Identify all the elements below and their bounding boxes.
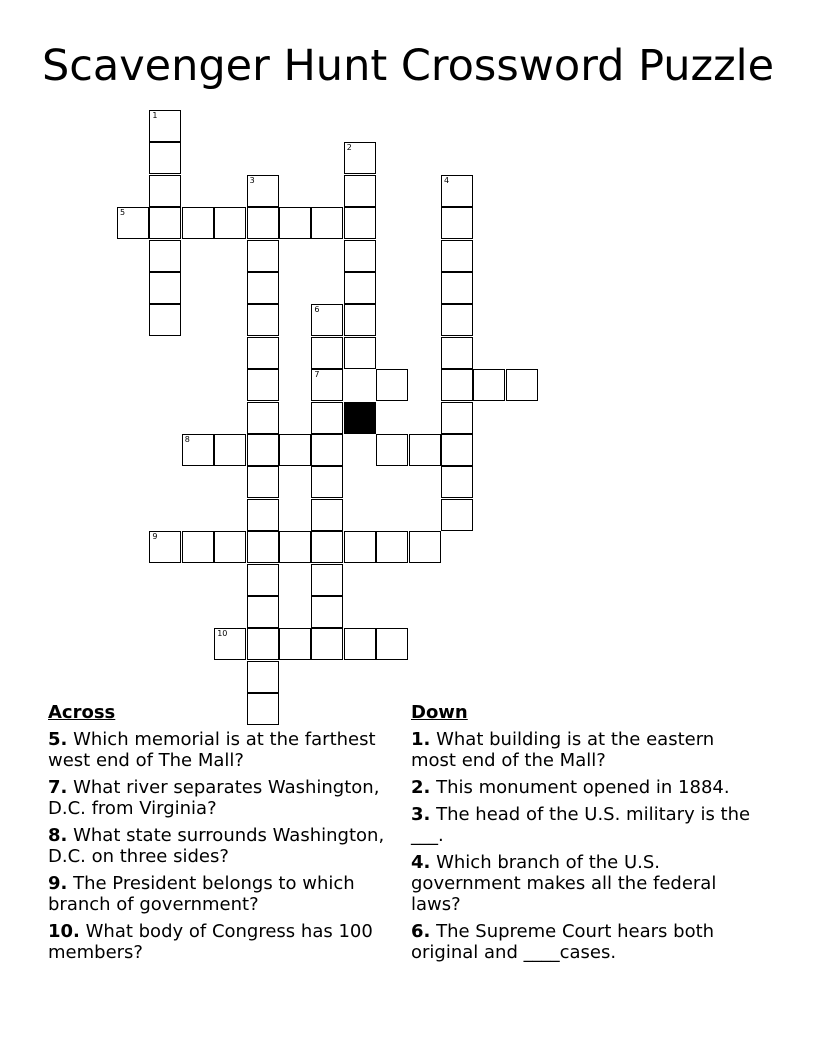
clue-text: What state surrounds Washington, D.C. on three sides? (48, 825, 385, 867)
grid-cell[interactable] (279, 531, 311, 563)
grid-cell[interactable] (247, 564, 279, 596)
clue-across-7 (48, 777, 388, 819)
grid-cell[interactable] (149, 272, 181, 304)
grid-cell[interactable] (311, 337, 343, 369)
clue-number: 10. (48, 921, 80, 942)
grid-cell[interactable] (441, 337, 473, 369)
grid-cell[interactable] (311, 564, 343, 596)
grid-cell[interactable] (311, 628, 343, 660)
down-clues (411, 702, 751, 969)
down-heading: Down (411, 702, 468, 723)
clue-text: Which memorial is at the farthest west end of The Mall? (48, 729, 376, 771)
clue-number: 7. (48, 777, 68, 798)
grid-cell[interactable] (247, 207, 279, 239)
grid-cell[interactable] (441, 304, 473, 336)
clue-down-4 (411, 852, 751, 915)
clue-number-label: 4 (444, 175, 450, 185)
clue-across-10 (48, 921, 388, 963)
clue-text: This monument opened in 1884. (430, 777, 730, 798)
grid-cell[interactable] (344, 628, 376, 660)
grid-cell[interactable] (149, 142, 181, 174)
grid-cell[interactable] (247, 369, 279, 401)
grid-cell[interactable] (376, 628, 408, 660)
grid-cell[interactable] (441, 207, 473, 239)
grid-cell[interactable] (441, 499, 473, 531)
grid-cell[interactable] (182, 531, 214, 563)
clue-number-label: 7 (314, 370, 320, 380)
grid-cell[interactable] (247, 175, 279, 207)
clue-down-1 (411, 729, 751, 771)
clue-number-label: 3 (249, 175, 255, 185)
clue-number: 6. (411, 921, 431, 942)
grid-cell[interactable] (279, 628, 311, 660)
page-title: Scavenger Hunt Crossword Puzzle (41, 41, 775, 91)
grid-cell[interactable] (247, 304, 279, 336)
clue-number: 1. (411, 729, 431, 750)
grid-cell[interactable] (247, 531, 279, 563)
grid-cell[interactable] (441, 240, 473, 272)
clue-number-label: 6 (314, 305, 320, 315)
clue-across-9 (48, 873, 388, 915)
grid-cell[interactable] (441, 272, 473, 304)
grid-cell[interactable] (182, 434, 214, 466)
grid-cell[interactable] (344, 207, 376, 239)
grid-cell[interactable] (117, 207, 149, 239)
grid-cell[interactable] (247, 661, 279, 693)
grid-cell[interactable] (311, 531, 343, 563)
clue-number: 3. (411, 804, 431, 825)
grid-cell[interactable] (149, 304, 181, 336)
clue-number: 9. (48, 873, 68, 894)
grid-cell[interactable] (247, 240, 279, 272)
clue-number: 2. (411, 777, 431, 798)
clue-text: The head of the U.S. military is the ___. (411, 804, 751, 846)
clue-number-label: 2 (346, 143, 352, 153)
grid-cell[interactable] (344, 272, 376, 304)
clue-across-8 (48, 825, 388, 867)
black-square (344, 402, 376, 434)
grid-cell[interactable] (344, 531, 376, 563)
clue-number-label: 9 (152, 532, 158, 542)
grid-cell[interactable] (182, 207, 214, 239)
across-heading: Across (48, 702, 116, 723)
grid-cell[interactable] (149, 531, 181, 563)
grid-cell[interactable] (344, 175, 376, 207)
grid-cell[interactable] (149, 110, 181, 142)
grid-cell[interactable] (149, 175, 181, 207)
grid-cell[interactable] (214, 628, 246, 660)
clue-number-label: 1 (152, 111, 158, 120)
grid-cell[interactable] (311, 499, 343, 531)
grid-cell[interactable] (311, 369, 343, 401)
grid-cell[interactable] (247, 402, 279, 434)
grid-cell[interactable] (214, 434, 246, 466)
clue-text: Which branch of the U.S. government makes all the federal laws? (411, 852, 717, 915)
clue-text: What river separates Washington, D.C. from Virginia? (48, 777, 380, 819)
grid-cell[interactable] (247, 272, 279, 304)
grid-cell[interactable] (279, 207, 311, 239)
grid-cell[interactable] (214, 207, 246, 239)
grid-cell[interactable] (311, 304, 343, 336)
clue-down-3 (411, 804, 751, 846)
across-clues (48, 702, 388, 969)
grid-cell[interactable] (214, 531, 246, 563)
grid-cell[interactable] (409, 531, 441, 563)
grid-cell[interactable] (247, 434, 279, 466)
grid-cell[interactable] (149, 207, 181, 239)
grid-cell[interactable] (247, 337, 279, 369)
clue-text: What body of Congress has 100 members? (48, 921, 373, 963)
grid-cell[interactable] (441, 402, 473, 434)
clue-text: The President belongs to which branch of government? (48, 873, 355, 915)
grid-cell[interactable] (441, 369, 473, 401)
clue-number: 4. (411, 852, 431, 873)
grid-cell[interactable] (344, 304, 376, 336)
grid-cell[interactable] (311, 466, 343, 498)
grid-cell[interactable] (311, 434, 343, 466)
clue-number: 5. (48, 729, 68, 750)
clue-number-label: 5 (120, 208, 126, 218)
grid-cell[interactable] (441, 466, 473, 498)
clue-number-label: 8 (184, 435, 190, 444)
grid-cell[interactable] (376, 531, 408, 563)
grid-cell[interactable] (149, 240, 181, 272)
clue-number-label: 10 (217, 629, 228, 639)
clue-number: 8. (48, 825, 68, 846)
grid-cell[interactable] (344, 142, 376, 174)
clue-across-5 (48, 729, 388, 771)
grid-cell[interactable] (441, 434, 473, 466)
grid-cell[interactable] (409, 434, 441, 466)
grid-cell[interactable] (344, 337, 376, 369)
clue-down-2 (411, 777, 751, 798)
grid-cell[interactable] (376, 369, 408, 401)
clue-text: The Supreme Court hears both original and ____cases. (411, 921, 715, 963)
grid-cell[interactable] (473, 369, 505, 401)
grid-cell[interactable] (311, 207, 343, 239)
grid-cell[interactable] (247, 628, 279, 660)
clue-down-6 (411, 921, 751, 963)
grid-cell[interactable] (247, 466, 279, 498)
grid-cell[interactable] (247, 596, 279, 628)
grid-cell[interactable] (247, 499, 279, 531)
grid-cell[interactable] (311, 402, 343, 434)
grid-cell[interactable] (376, 434, 408, 466)
grid-cell[interactable] (344, 240, 376, 272)
grid-cell[interactable] (506, 369, 538, 401)
clue-text: What building is at the eastern most end of the Mall? (411, 729, 715, 771)
grid-cell[interactable] (441, 175, 473, 207)
grid-cell[interactable] (311, 596, 343, 628)
grid-cell[interactable] (279, 434, 311, 466)
